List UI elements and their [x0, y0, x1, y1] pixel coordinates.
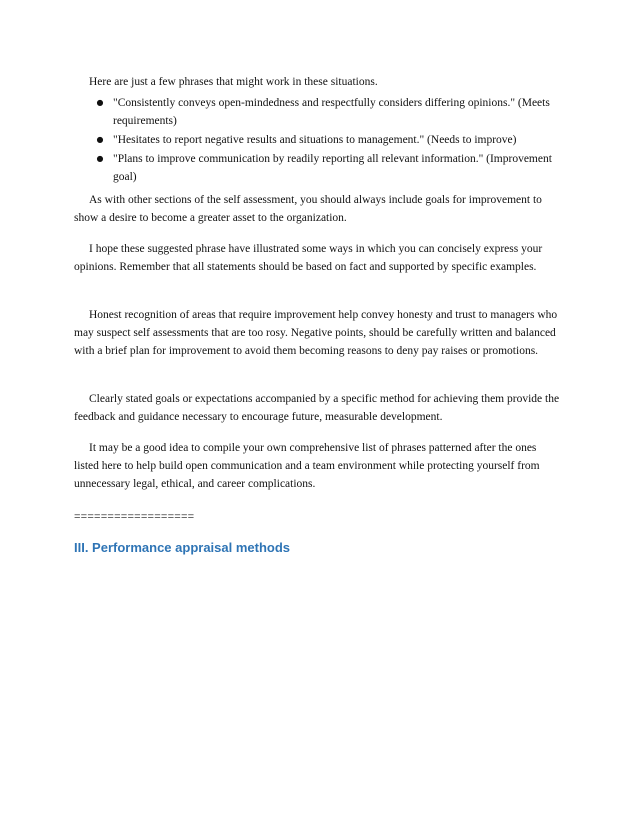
paragraph-goals: As with other sections of the self assessment, you should always include goals for improvement to show a desire to become a greater asset to the organization.	[74, 194, 542, 224]
phrase-list	[89, 94, 559, 187]
list-item	[89, 150, 559, 186]
list-item	[89, 94, 559, 130]
paragraph-expectations: Clearly stated goals or expectations accompanied by a specific method for achieving them provide the feedback and guidance necessary to encourage future, measurable development.	[74, 393, 560, 423]
bullet-icon: ●	[96, 98, 104, 107]
bullet-icon: ●	[96, 135, 104, 144]
paragraph-recognition: Honest recognition of areas that require improvement help convey honesty and trust to managers who may suspect self assessments that are too rosy. Negative points, should be carefully written and balanced with a brief plan for improvement to avoid them becoming reasons to deny pay raises or promotions.	[74, 309, 558, 357]
list-item-text: "Plans to improve communication by readily reporting all relevant information." (Improvement goal)	[113, 153, 552, 183]
list-item-text: "Consistently conveys open-mindedness and respectfully considers differing opinions." (Meets requirements)	[113, 97, 550, 127]
list-item-text: "Hesitates to report negative results and situations to management." (Needs to improve)	[113, 134, 517, 146]
bullet-icon: ●	[96, 154, 104, 163]
paragraph-compile: It may be a good idea to compile your own comprehensive list of phrases patterned after the ones listed here to help build open communication and a team environment while protecting yourself from unnecessary legal, ethical, and career complications.	[74, 442, 540, 490]
separator-line: ==================	[74, 511, 195, 523]
section-heading: III. Performance appraisal methods	[74, 540, 291, 555]
paragraph-phrases: I hope these suggested phrase have illustrated some ways in which you can concisely express your opinions. Remember that all statements should be based on fact and supported by specific examples.	[74, 243, 543, 273]
list-item	[89, 131, 559, 149]
intro-line: Here are just a few phrases that might work in these situations.	[89, 76, 378, 88]
